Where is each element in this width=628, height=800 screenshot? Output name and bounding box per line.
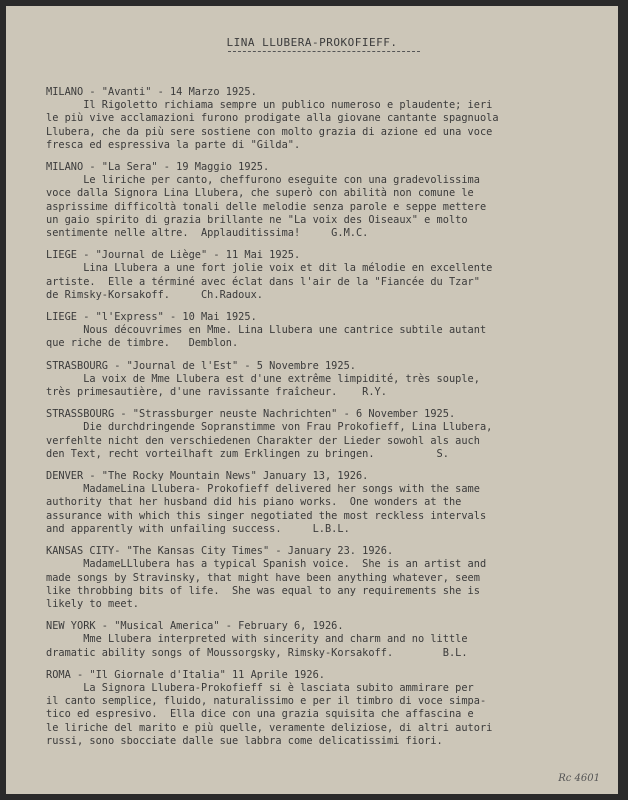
review-roma bbox=[46, 669, 594, 748]
review-line: STRASSBOURG - "Strassburger neuste Nachrichten" - 6 November 1925. bbox=[46, 408, 456, 421]
review-line: KANSAS CITY- "The Kansas City Times" - January 23. 1926. bbox=[46, 545, 394, 558]
review-line: DENVER - "The Rocky Mountain News" January 13, 1926. bbox=[46, 470, 369, 483]
review-milano-avanti bbox=[46, 86, 594, 152]
review-denver bbox=[46, 470, 594, 536]
review-line: dramatic ability songs of Moussorgsky, Rimsky-Korsakoff. B.L. bbox=[46, 646, 468, 659]
review-line: likely to meet. bbox=[46, 597, 139, 610]
review-line: il canto semplice, fluido, naturalissimo e per il timbro di voce simpa- bbox=[46, 695, 487, 708]
review-kansas-city bbox=[46, 545, 594, 611]
review-line: artiste. Elle a términé avec éclat dans l'air de la "Fiancée du Tzar" bbox=[46, 275, 480, 288]
review-line: de Rimsky-Korsakoff. Ch.Radoux. bbox=[46, 288, 263, 301]
review-line: Lina Llubera a une fort jolie voix et dit la mélodie en excellente bbox=[46, 262, 493, 275]
review-line: Llubera, che da più sere sostiene con molto grazia di azione ed una voce bbox=[46, 125, 493, 138]
review-line: La voix de Mme Llubera est d'une extrême limpidité, très souple, bbox=[46, 372, 480, 385]
review-line: fresca ed espressiva la parte di "Gilda". bbox=[46, 138, 301, 151]
review-line: like throbbing bits of life. She was equal to any requirements she is bbox=[46, 584, 480, 597]
review-line: La Signora Llubera-Prokofieff si è lasciata subito ammirare per bbox=[46, 681, 474, 694]
review-line: MILANO - "La Sera" - 19 Maggio 1925. bbox=[46, 161, 270, 174]
review-line: Die durchdringende Sopranstimme von Frau Prokofieff, Lina Llubera, bbox=[46, 421, 493, 434]
review-line: den Text, recht vorteilhaft zum Erklingen zu bringen. S. bbox=[46, 447, 449, 460]
review-line: Mme Llubera interpreted with sincerity and charm and no little bbox=[46, 633, 468, 646]
review-new-york bbox=[46, 620, 594, 660]
review-line: authority that her husband did his piano works. One wonders at the bbox=[46, 496, 462, 509]
review-line: MadameLLlubera has a typical Spanish voice. She is an artist and bbox=[46, 558, 487, 571]
title-underline bbox=[228, 51, 420, 52]
archive-mark: Rc 4601 bbox=[558, 773, 600, 784]
review-strasbourg-est bbox=[46, 360, 594, 400]
review-line: LIEGE - "l'Express" - 10 Mai 1925. bbox=[46, 311, 257, 324]
review-line: verfehlte nicht den verschiedenen Charakter der Lieder sowohl als auch bbox=[46, 434, 480, 447]
review-line: LIEGE - "Journal de Liège" - 11 Mai 1925. bbox=[46, 249, 301, 262]
review-line: STRASBOURG - "Journal de l'Est" - 5 Novembre 1925. bbox=[46, 359, 356, 372]
review-line: ROMA - "Il Giornale d'Italia" 11 Aprile 1926. bbox=[46, 668, 325, 681]
review-line: and apparently with unfailing success. L.B.L. bbox=[46, 522, 350, 535]
document-page bbox=[6, 6, 618, 794]
review-line: russi, sono sbocciate dalle sue labbra come delicatissimi fiori. bbox=[46, 734, 443, 747]
review-line: que riche de timbre. Demblon. bbox=[46, 337, 239, 350]
review-line: asprissime difficoltà tonali delle melodie senza parole e seppe mettere bbox=[46, 200, 487, 213]
review-line: tico ed espresivo. Ella dice con una grazia squisita che affascina e bbox=[46, 708, 474, 721]
review-line: sentimente nelle altre. Applauditissima! G.M.C. bbox=[46, 227, 369, 240]
review-line: voce dalla Signora Lina Llubera, che superò con abilità non comune le bbox=[46, 187, 474, 200]
review-line: le più vive acclamazioni furono prodigate alla giovane cantante spagnuola bbox=[46, 112, 499, 125]
review-line: assurance with which this singer negotiated the most reckless intervals bbox=[46, 509, 487, 522]
review-line: MadameLina Llubera- Prokofieff delivered her songs with the same bbox=[46, 483, 480, 496]
review-line: très primesautière, d'une ravissante fraîcheur. R.Y. bbox=[46, 386, 387, 399]
review-line: NEW YORK - "Musical America" - February 6, 1926. bbox=[46, 620, 344, 633]
review-liege-express bbox=[46, 311, 594, 351]
review-line: Nous découvrimes en Mme. Lina Llubera une cantrice subtile autant bbox=[46, 324, 487, 337]
document-title: LINA LLUBERA-PROKOFIEFF. bbox=[226, 36, 398, 49]
review-line: le liriche del marito e più quelle, veramente deliziose, di altri autori bbox=[46, 721, 493, 734]
review-strassbourg-nachrichten bbox=[46, 408, 594, 461]
review-line: Le liriche per canto, cheffurono eseguite con una gradevolissima bbox=[46, 174, 480, 187]
review-line: MILANO - "Avanti" - 14 Marzo 1925. bbox=[46, 86, 257, 98]
review-line: un gaio spirito di grazia brillante ne "La voix des Oiseaux" e molto bbox=[46, 213, 468, 226]
reviews-list bbox=[46, 86, 594, 757]
review-line: made songs by Stravinsky, that might have been anything whatever, seem bbox=[46, 571, 480, 584]
review-liege-journal bbox=[46, 249, 594, 302]
review-line: Il Rigoletto richiama sempre un publico numeroso e plaudente; ieri bbox=[46, 99, 493, 112]
review-milano-la-sera bbox=[46, 161, 594, 240]
